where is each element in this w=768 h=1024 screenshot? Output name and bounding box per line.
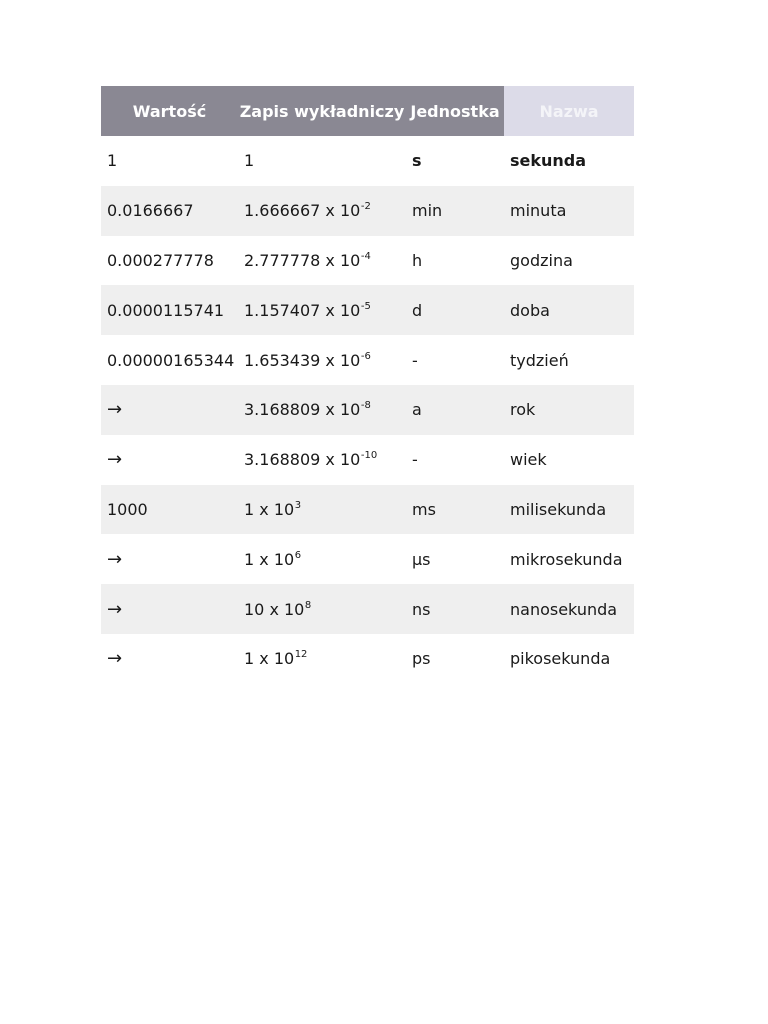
mantissa: 1 — [244, 151, 255, 171]
table-row — [101, 186, 634, 236]
header-unit: Jednostka — [406, 86, 504, 136]
mantissa: 1 x 10 — [244, 549, 295, 569]
cell-name: pikosekunda — [504, 634, 634, 684]
cell-unit: d — [406, 285, 504, 335]
cell-unit: s — [406, 136, 504, 186]
exponent: 6 — [294, 549, 302, 561]
exponent: -4 — [360, 250, 371, 262]
cell-scientific-notation — [238, 335, 406, 385]
cell-value: 1 — [101, 136, 238, 186]
mantissa: 3.168809 x 10 — [244, 400, 361, 420]
cell-value: → — [101, 534, 238, 584]
header-name: Nazwa — [504, 86, 634, 136]
table-body — [101, 136, 634, 684]
cell-scientific-notation — [238, 136, 406, 186]
exponent: -6 — [360, 350, 371, 362]
cell-scientific-notation — [238, 634, 406, 684]
mantissa: 2.777778 x 10 — [244, 250, 361, 270]
exponent: -5 — [360, 300, 371, 312]
cell-unit: ps — [406, 634, 504, 684]
cell-value: → — [101, 385, 238, 435]
exponent: 3 — [294, 499, 302, 511]
cell-value: → — [101, 584, 238, 634]
time-units-table-container — [101, 86, 634, 684]
cell-unit: h — [406, 236, 504, 286]
cell-name: minuta — [504, 186, 634, 236]
exponent: -2 — [360, 201, 371, 213]
cell-unit: min — [406, 186, 504, 236]
cell-scientific-notation — [238, 435, 406, 485]
table-row — [101, 136, 634, 186]
cell-scientific-notation — [238, 584, 406, 634]
cell-scientific-notation — [238, 534, 406, 584]
cell-name: mikrosekunda — [504, 534, 634, 584]
mantissa: 10 x 10 — [244, 599, 305, 619]
cell-unit: a — [406, 385, 504, 435]
table-row — [101, 634, 634, 684]
table-row — [101, 584, 634, 634]
cell-scientific-notation — [238, 186, 406, 236]
header-value: Wartość — [101, 86, 238, 136]
cell-unit: - — [406, 335, 504, 385]
cell-value: 0.0166667 — [101, 186, 238, 236]
cell-name: godzina — [504, 236, 634, 286]
cell-name: rok — [504, 385, 634, 435]
table-header — [101, 86, 634, 136]
mantissa: 3.168809 x 10 — [244, 450, 361, 470]
mantissa: 1.157407 x 10 — [244, 300, 361, 320]
cell-name: wiek — [504, 435, 634, 485]
time-units-table — [101, 86, 634, 684]
table-row — [101, 385, 634, 435]
mantissa: 1.666667 x 10 — [244, 201, 361, 221]
cell-name: sekunda — [504, 136, 634, 186]
table-row — [101, 236, 634, 286]
table-row — [101, 534, 634, 584]
exponent: 12 — [294, 649, 308, 661]
mantissa: 1.653439 x 10 — [244, 350, 361, 370]
cell-value: 0.0000115741 — [101, 285, 238, 335]
exponent: 8 — [304, 599, 312, 611]
cell-scientific-notation — [238, 485, 406, 535]
cell-unit: μs — [406, 534, 504, 584]
table-row — [101, 435, 634, 485]
cell-scientific-notation — [238, 385, 406, 435]
cell-scientific-notation — [238, 236, 406, 286]
exponent: -10 — [360, 450, 378, 462]
cell-unit: ns — [406, 584, 504, 634]
cell-value: 0.000277778 — [101, 236, 238, 286]
table-row — [101, 285, 634, 335]
cell-name: nanosekunda — [504, 584, 634, 634]
table-row — [101, 485, 634, 535]
table-row — [101, 335, 634, 385]
cell-name: tydzień — [504, 335, 634, 385]
exponent: -8 — [360, 400, 371, 412]
cell-value: 0.00000165344 — [101, 335, 238, 385]
cell-name: doba — [504, 285, 634, 335]
cell-scientific-notation — [238, 285, 406, 335]
header-row — [101, 86, 634, 136]
header-scientific-notation: Zapis wykładniczy — [238, 86, 406, 136]
mantissa: 1 x 10 — [244, 499, 295, 519]
cell-name: milisekunda — [504, 485, 634, 535]
cell-value: → — [101, 435, 238, 485]
cell-unit: - — [406, 435, 504, 485]
cell-value: → — [101, 634, 238, 684]
cell-unit: ms — [406, 485, 504, 535]
cell-value: 1000 — [101, 485, 238, 535]
mantissa: 1 x 10 — [244, 649, 295, 669]
